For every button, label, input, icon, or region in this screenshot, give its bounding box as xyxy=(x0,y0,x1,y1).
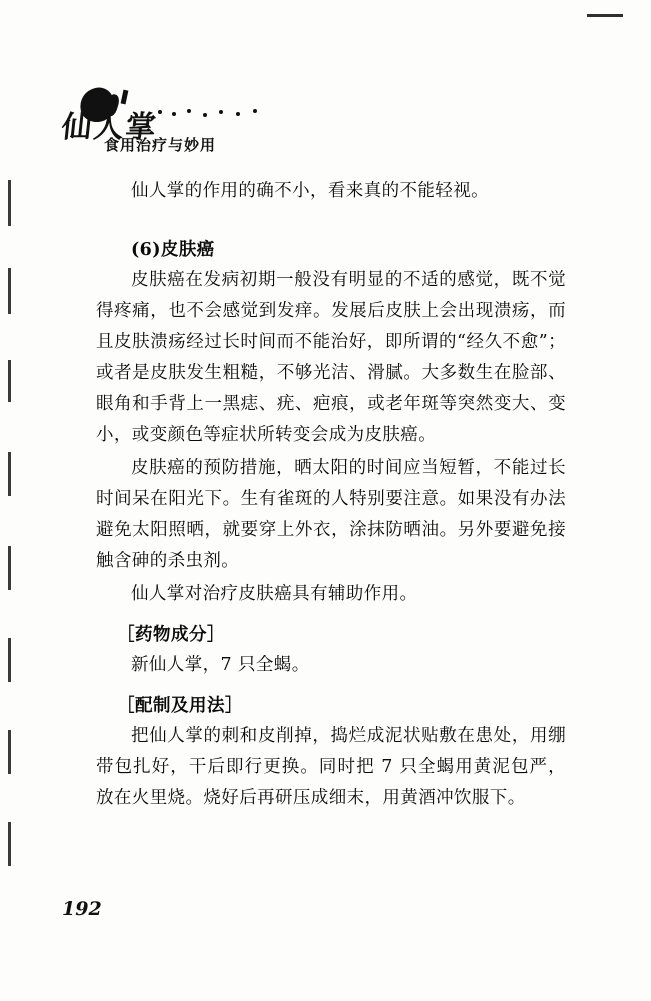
logo-title: 仙人掌 xyxy=(59,110,160,145)
paragraph: 新仙人掌，7 只全蝎。 xyxy=(131,655,310,675)
edge-mark xyxy=(8,180,11,226)
ink-dots-icon xyxy=(158,110,278,118)
paragraph: 仙人掌的作用的确不小，看来真的不能轻视。 xyxy=(131,181,489,201)
page-body xyxy=(96,176,566,816)
edge-mark xyxy=(8,638,11,682)
block-spacer xyxy=(96,683,566,691)
block-spacer xyxy=(96,612,566,620)
edge-mark xyxy=(8,730,11,774)
preparation-heading: ［配制及用法］ xyxy=(117,696,243,716)
paragraph: 把仙人掌的刺和皮削掉，捣烂成泥状贴敷在患处，用绷带包扎好，干后即行更换。同时把 7 只全蝎用黄泥包严，放在火里烧。烧好后再研压成细末，用黄酒冲饮服下。 xyxy=(96,726,566,808)
edge-mark xyxy=(8,452,11,496)
logo-subtitle: 食用治疗与妙用 xyxy=(104,136,217,154)
edge-mark xyxy=(8,822,11,866)
edge-mark xyxy=(8,546,11,590)
paragraph: 皮肤癌的预防措施，晒太阳的时间应当短暂，不能过长时间呆在阳光下。生有雀斑的人特别要注意。如果没有办法避免太阳照晒，就要穿上外衣，涂抹防晒油。另外要避免接触含砷的杀虫剂。 xyxy=(96,458,566,571)
paragraph: 仙人掌对治疗皮肤癌具有辅助作用。 xyxy=(131,584,418,604)
edge-mark xyxy=(8,360,11,402)
top-edge-mark xyxy=(587,14,623,17)
page-number: 192 xyxy=(62,898,102,920)
book-logo xyxy=(59,88,292,160)
block-spacer xyxy=(96,209,566,235)
edge-mark xyxy=(8,268,11,314)
section-heading: (6)皮肤癌 xyxy=(131,240,215,260)
ingredients-heading: ［药物成分］ xyxy=(117,625,225,645)
paragraph: 皮肤癌在发病初期一般没有明显的不适的感觉，既不觉得疼痛，也不会感觉到发痒。发展后皮肤上会出现溃疡，而且皮肤溃疡经过长时间而不能治好，即所谓的“经久不愈”；或者是皮肤发生粗糙，不够光洁、滑腻。大多数生在脸部、眼角和手背上一黑痣、疣、疤痕，或老年斑等突然变大、变小，或变颜色等症状所转变会成为皮肤癌。 xyxy=(96,270,566,445)
